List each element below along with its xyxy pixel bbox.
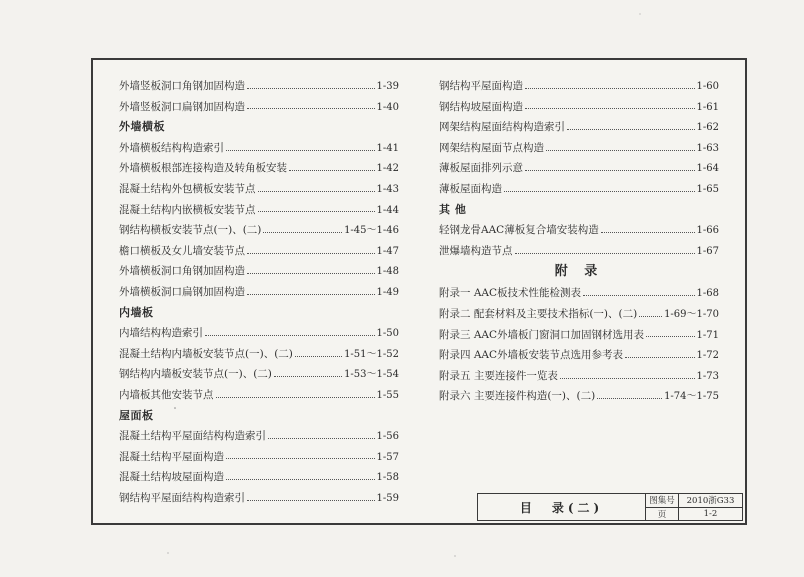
toc-entry-page: 1-65	[696, 183, 719, 195]
dot-leader	[247, 500, 375, 501]
toc-entry-title: 混凝土结构外包横板安装节点	[119, 182, 256, 195]
dot-leader	[247, 88, 375, 89]
toc-entry-page: 1-50	[376, 328, 399, 340]
toc-entry-title: 钢结构坡屋面构造	[439, 100, 523, 113]
toc-entry	[439, 386, 719, 407]
toc-entry	[439, 283, 719, 304]
toc-entry-title: 薄板屋面构造	[439, 182, 502, 195]
toc-entry-title: 混凝土结构坡屋面构造	[119, 471, 224, 484]
toc-entry	[119, 364, 399, 385]
toc-entry	[119, 261, 399, 282]
toc-section-heading: 屋面板	[119, 408, 154, 422]
toc-entry-page: 1-53～1-54	[344, 369, 399, 381]
toc-entry	[119, 488, 399, 509]
title-block-title: 目 录(二)	[478, 494, 646, 520]
dot-leader	[646, 336, 694, 337]
dot-leader	[567, 129, 695, 130]
toc-entry-page: 1-67	[696, 245, 719, 257]
toc-entry-title: 附录三 AAC外墙板门窗洞口加固钢材选用表	[439, 328, 645, 341]
dot-leader	[226, 150, 375, 151]
dot-leader	[247, 253, 375, 254]
toc-entry-page: 1-72	[696, 350, 719, 362]
toc-entry-page: 1-73	[696, 370, 719, 382]
toc-entry-page: 1-57	[376, 451, 399, 463]
toc-entry	[439, 76, 719, 97]
toc-entry-page: 1-66	[696, 225, 719, 237]
toc-entry-page: 1-60	[696, 81, 719, 92]
drawing-sheet	[91, 58, 747, 525]
dot-leader	[525, 108, 695, 109]
toc-entry-page: 1-55	[376, 389, 399, 401]
toc-entry-page: 1-40	[376, 101, 399, 113]
dot-leader	[216, 397, 375, 398]
dot-leader	[583, 295, 694, 296]
toc-entry	[439, 117, 719, 138]
dot-leader	[525, 88, 695, 89]
toc-entry-page: 1-56	[376, 431, 399, 443]
toc-entry	[119, 241, 399, 262]
toc-entry-title: 混凝土结构平屋面结构构造索引	[119, 430, 266, 443]
toc-section-heading: 其 他	[439, 202, 467, 216]
toc-entry	[119, 426, 399, 447]
dot-leader	[226, 479, 375, 480]
toc-entry-title: 外墙横板洞口扁钢加固构造	[119, 285, 245, 298]
toc-entry-title: 钢结构平屋面构造	[439, 80, 523, 92]
toc-entry-title: 钢结构内墙板安装节点(一)、(二)	[119, 368, 272, 381]
dot-leader	[226, 458, 375, 459]
toc-entry	[119, 344, 399, 365]
page-row	[646, 507, 742, 521]
toc-entry-page: 1-59	[376, 492, 399, 504]
toc-entry-title: 钢结构横板安装节点(一)、(二)	[119, 224, 262, 237]
toc-entry-title: 附录六 主要连接件构造(一)、(二)	[439, 390, 596, 403]
toc-entry	[119, 467, 399, 488]
dot-leader	[625, 357, 694, 358]
toc-entry-title: 附录五 主要连接件一览表	[439, 369, 558, 382]
toc-entry-title: 附录一 AAC板技术性能检测表	[439, 287, 582, 300]
toc-section-heading: 外墙横板	[119, 120, 165, 134]
toc-entry-title: 外墙横板根部连接构造及转角板安装	[119, 162, 287, 175]
atlas-row	[646, 494, 742, 507]
dot-leader	[525, 170, 695, 171]
toc-entry-page: 1-48	[376, 266, 399, 278]
dot-leader	[295, 356, 342, 357]
toc-entry-page: 1-41	[376, 142, 399, 154]
toc-entry-page: 1-51～1-52	[344, 348, 399, 360]
toc-entry-title: 混凝土结构平屋面构造	[119, 450, 224, 463]
dot-leader	[560, 378, 695, 379]
toc-entry	[119, 200, 399, 221]
toc-entry	[119, 282, 399, 303]
dot-leader	[504, 191, 695, 192]
dot-leader	[597, 398, 662, 399]
toc-entry	[119, 158, 399, 179]
toc-entry	[439, 158, 719, 179]
dot-leader	[274, 376, 342, 377]
atlas-value: 2010浙G33	[686, 496, 735, 507]
page-value: 1-2	[703, 508, 718, 519]
toc-left-column	[119, 76, 399, 508]
toc-entry-page: 1-45～1-46	[344, 225, 399, 237]
toc-entry	[439, 179, 719, 200]
toc-entry	[439, 138, 719, 159]
toc-entry-page: 1-69～1-70	[664, 308, 719, 320]
toc-entry-page: 1-42	[376, 163, 399, 175]
toc-entry	[439, 325, 719, 346]
toc-entry-title: 外墙竖板洞口角钢加固构造	[119, 80, 245, 92]
dot-leader	[639, 316, 662, 317]
atlas-label: 图集号	[646, 494, 679, 507]
toc-entry	[439, 97, 719, 118]
toc-entry-page: 1-43	[376, 183, 399, 195]
toc-entry-title: 内墙板其他安装节点	[119, 388, 214, 401]
toc-entry	[439, 220, 719, 241]
toc-entry-page: 1-44	[376, 204, 399, 216]
toc-entry	[119, 97, 399, 118]
toc-entry	[119, 138, 399, 159]
dot-leader	[601, 232, 695, 233]
toc-entry-title: 网架结构屋面结构构造索引	[439, 121, 565, 134]
toc-entry	[119, 323, 399, 344]
toc-entry-page: 1-39	[376, 81, 399, 92]
toc-entry-title: 泄爆墙构造节点	[439, 244, 513, 257]
dot-leader	[515, 253, 695, 254]
toc-right-column	[439, 76, 719, 407]
toc-entry	[119, 385, 399, 406]
toc-entry	[119, 179, 399, 200]
toc-entry-page: 1-61	[696, 101, 719, 113]
toc-entry-title: 附录四 AAC外墙板安装节点选用参考表	[439, 349, 624, 362]
toc-entry-title: 内墙结构构造索引	[119, 327, 203, 340]
dot-leader	[268, 438, 375, 439]
page-label: 页	[646, 508, 679, 521]
toc-entry-title: 混凝土结构内嵌横板安装节点	[119, 203, 256, 216]
toc-entry-title: 檐口横板及女儿墙安装节点	[119, 244, 245, 257]
toc-entry-title: 薄板屋面排列示意	[439, 162, 523, 175]
toc-entry	[439, 241, 719, 262]
toc-entry-page: 1-49	[376, 286, 399, 298]
toc-entry-title: 附录二 配套材料及主要技术指标(一)、(二)	[439, 307, 638, 320]
toc-entry-page: 1-68	[696, 288, 719, 300]
toc-entry-title: 外墙横板洞口角钢加固构造	[119, 265, 245, 278]
toc-entry	[119, 447, 399, 468]
toc-entry-title: 钢结构平屋面结构构造索引	[119, 491, 245, 504]
toc-entry-page: 1-62	[696, 122, 719, 134]
toc-entry	[439, 345, 719, 366]
toc-entry-title: 混凝土结构内墙板安装节点(一)、(二)	[119, 347, 293, 360]
toc-entry-page: 1-74～1-75	[664, 391, 719, 403]
toc-entry-title: 轻钢龙骨AAC薄板复合墙安装构造	[439, 224, 599, 237]
dot-leader	[247, 273, 375, 274]
toc-entry-title: 外墙横板结构构造索引	[119, 141, 224, 154]
toc-entry	[439, 304, 719, 325]
toc-entry-title: 网架结构屋面节点构造	[439, 141, 544, 154]
dot-leader	[289, 170, 375, 171]
dot-leader	[263, 232, 342, 233]
dot-leader	[546, 150, 695, 151]
dot-leader	[247, 108, 375, 109]
dot-leader	[205, 335, 375, 336]
dot-leader	[247, 294, 375, 295]
dot-leader	[258, 191, 375, 192]
toc-entry	[119, 220, 399, 241]
toc-entry-page: 1-63	[696, 142, 719, 154]
title-block-meta	[646, 494, 742, 520]
toc-section-heading: 内墙板	[119, 305, 154, 319]
title-block	[477, 493, 743, 521]
toc-entry	[439, 366, 719, 387]
toc-section-heading: 附 录	[554, 264, 604, 280]
toc-entry-page: 1-71	[696, 329, 719, 341]
dot-leader	[258, 211, 375, 212]
toc-entry-page: 1-58	[376, 472, 399, 484]
toc-entry-page: 1-47	[376, 245, 399, 257]
toc-entry	[119, 76, 399, 97]
toc-entry-page: 1-64	[696, 163, 719, 175]
toc-entry-title: 外墙竖板洞口扁钢加固构造	[119, 100, 245, 113]
